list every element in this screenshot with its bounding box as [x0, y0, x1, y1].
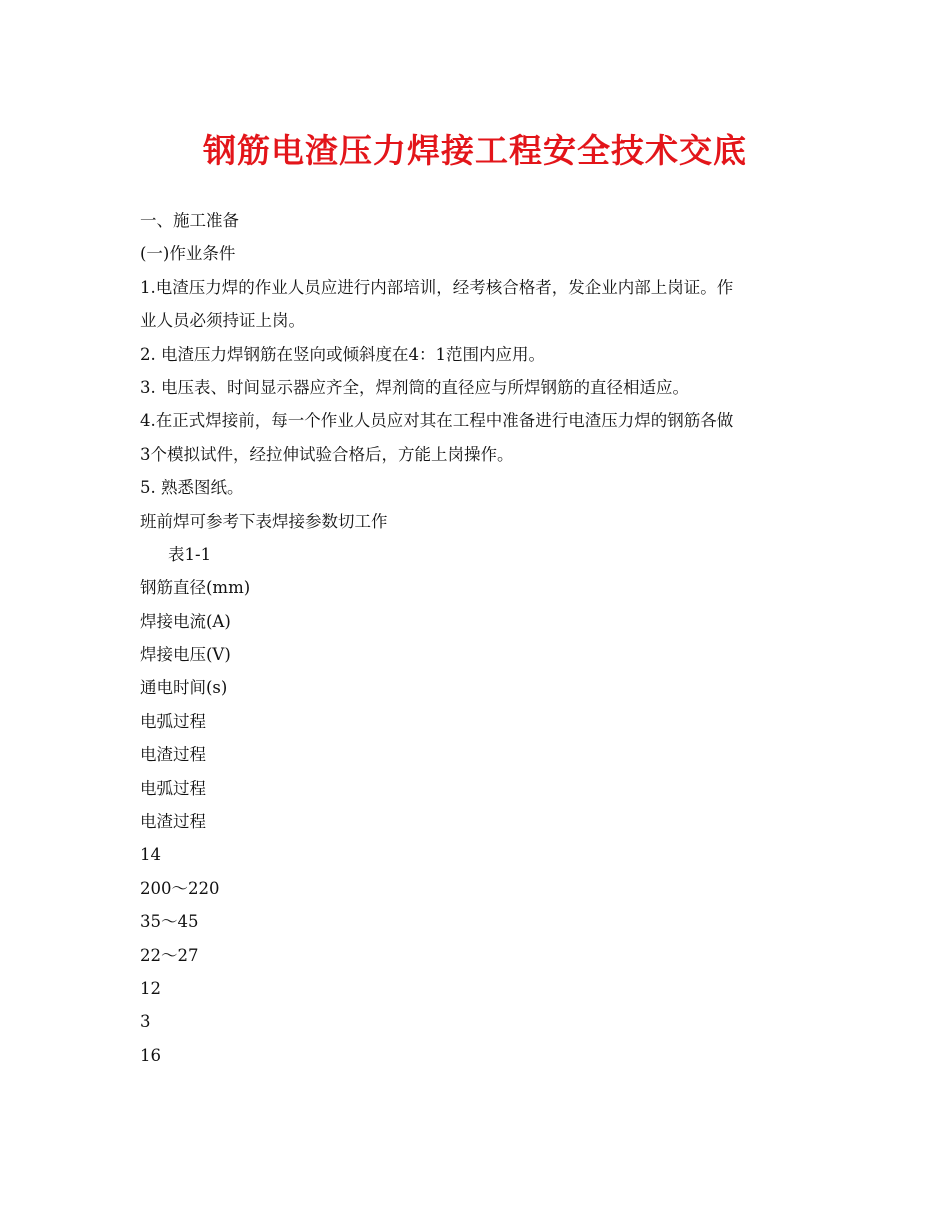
table-cell: 通电时间(s)	[140, 678, 228, 698]
paragraph-line: 班前焊可参考下表焊接参数切工作	[140, 511, 388, 531]
table-cell: 电渣过程	[140, 812, 206, 832]
table-cell: 3	[140, 1012, 151, 1032]
table-cell: 35～45	[140, 912, 199, 932]
table-cell: 钢筋直径(mm)	[140, 578, 251, 598]
table-caption: 表1-1	[168, 544, 212, 564]
table-cell: 200～220	[140, 878, 220, 898]
table-cell: 焊接电流(A)	[140, 611, 231, 631]
paragraph-line: 4.在正式焊接前，每一个作业人员应对其在工程中准备进行电渣压力焊的钢筋各做	[140, 411, 734, 431]
paragraph-line: 5. 熟悉图纸。	[140, 478, 244, 498]
paragraph-line: 1.电渣压力焊的作业人员应进行内部培训，经考核合格者，发企业内部上岗证。作	[140, 277, 734, 297]
table-cell: 电渣过程	[140, 745, 206, 765]
table-cell: 焊接电压(V)	[140, 645, 231, 665]
table-cell: 22～27	[140, 945, 199, 965]
section-heading: 一、施工准备	[140, 211, 239, 230]
paragraph-line: 2. 电渣压力焊钢筋在竖向或倾斜度在4：1范围内应用。	[140, 344, 545, 364]
paragraph-line: 3. 电压表、时间显示器应齐全，焊剂筒的直径应与所焊钢筋的直径相适应。	[140, 377, 689, 397]
document-body	[140, 204, 820, 1072]
table-cell: 16	[140, 1045, 161, 1065]
table-cell: 12	[140, 978, 161, 998]
table-cell: 电弧过程	[140, 711, 206, 731]
paragraph-line: 业人员必须持证上岗。	[140, 311, 305, 331]
table-cell: 14	[140, 845, 161, 865]
subsection-heading: (一)作业条件	[140, 244, 236, 264]
document-title: 钢筋电渣压力焊接工程安全技术交底	[203, 131, 747, 170]
paragraph-line: 3个模拟试件，经拉伸试验合格后，方能上岗操作。	[140, 444, 514, 464]
table-cell: 电弧过程	[140, 778, 206, 798]
